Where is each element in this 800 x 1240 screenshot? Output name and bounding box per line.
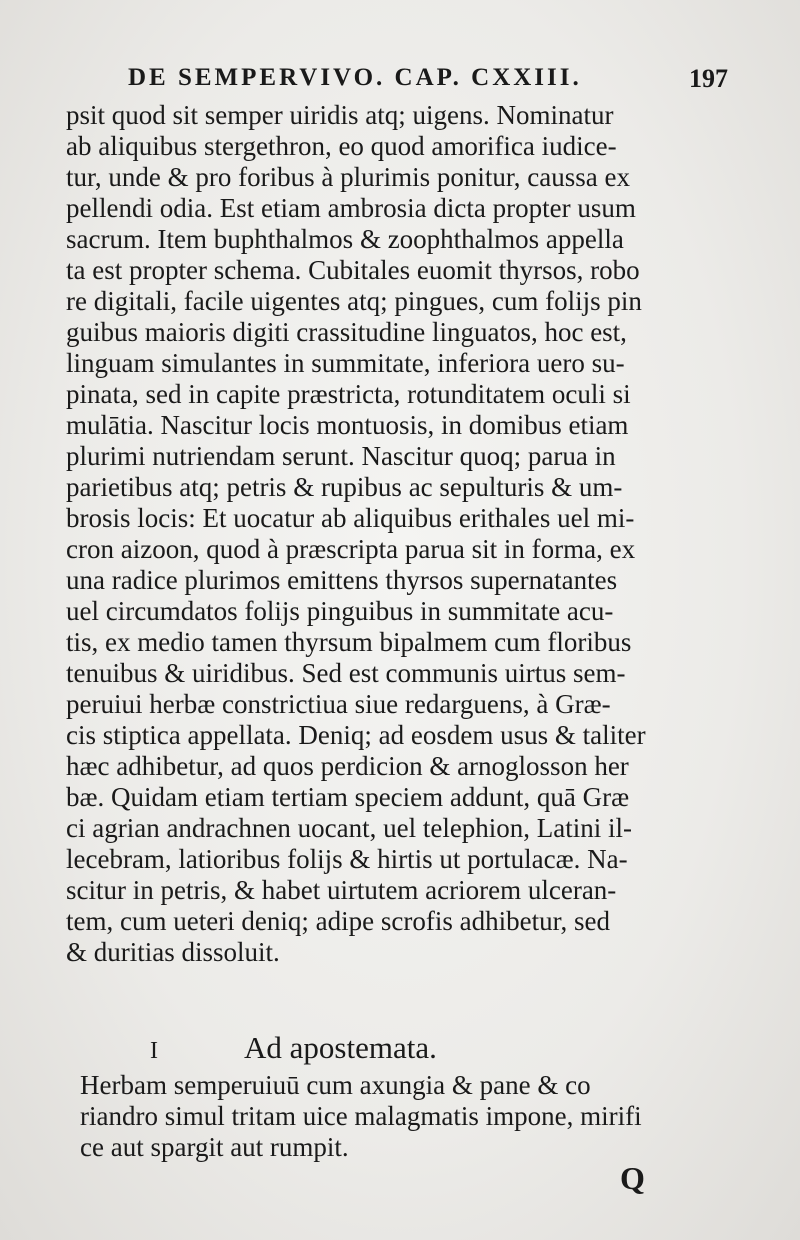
text-line: una radice plurimos emittens thyrsos supernatantes xyxy=(66,565,618,595)
text-line: ab aliquibus stergethron, eo quod amorifica iudice- xyxy=(66,131,617,161)
text-line: peruiui herbæ constrictiua siue redarguens, à Græ- xyxy=(66,689,611,719)
rubric-title: Ad apostemata. xyxy=(244,1030,437,1065)
text-line: linguam simulantes in summitate, inferiora uero su- xyxy=(66,348,625,378)
text-line: pellendi odia. Est etiam ambrosia dicta propter usum xyxy=(66,193,636,223)
text-line: uel circumdatos folijs pinguibus in summitate acu- xyxy=(66,596,614,626)
text-line: tenuibus & uiridibus. Sed est communis uirtus sem- xyxy=(66,658,626,688)
page-header xyxy=(128,64,740,104)
text-line: re digitali, facile uigentes atq; pingues, cum folijs pin xyxy=(66,286,642,316)
text-line: psit quod sit semper uiridis atq; uigens. Nominatur xyxy=(66,100,614,130)
text-line: bæ. Quidam etiam tertiam speciem addunt, quā Græ xyxy=(66,782,630,812)
bleed-through-shadow xyxy=(590,1000,603,1032)
text-line: Herbam semperuiuū cum axungia & pane & co xyxy=(80,1070,591,1100)
page-number: 197 xyxy=(689,64,728,93)
text-line: parietibus atq; petris & rupibus ac sepulturis & um- xyxy=(66,472,623,502)
text-line: tis, ex medio tamen thyrsum bipalmem cum floribus xyxy=(66,627,632,657)
text-line: plurimi nutriendam serunt. Nascitur quoq; parua in xyxy=(66,441,616,471)
text-line: lecebram, latioribus folijs & hirtis ut portulacæ. Na- xyxy=(66,844,628,874)
text-line: cron aizoon, quod à præscripta parua sit in forma, ex xyxy=(66,534,636,564)
text-line: tur, unde & pro foribus à plurimis ponitur, caussa ex xyxy=(66,162,630,192)
text-line: cis stiptica appellata. Deniq; ad eosdem usus & taliter xyxy=(66,720,646,750)
text-line: & duritias dissoluit. xyxy=(66,937,280,967)
rubric-number: I xyxy=(150,1038,158,1064)
text-line: brosis locis: Et uocatur ab aliquibus erithales uel mi- xyxy=(66,503,635,533)
text-line: guibus maioris digiti crassitudine linguatos, hoc est, xyxy=(66,317,627,347)
text-line: riandro simul tritam uice malagmatis impone, mirifi xyxy=(80,1101,642,1131)
text-line: hæc adhibetur, ad quos perdicion & arnoglosson her xyxy=(66,751,629,781)
catchword: Q xyxy=(620,1160,645,1196)
main-text-block xyxy=(66,100,726,968)
text-line: ta est propter schema. Cubitales euomit thyrsos, robo xyxy=(66,255,640,285)
text-line: ci agrian andrachnen uocant, uel telephion, Latini il- xyxy=(66,813,633,843)
recipe-text-block xyxy=(80,1070,730,1163)
text-line: ce aut spargit aut rumpit. xyxy=(80,1132,349,1162)
text-line: mulātia. Nascitur locis montuosis, in domibus etiam xyxy=(66,410,629,440)
text-line: pinata, sed in capite præstricta, rotunditatem oculi si xyxy=(66,379,631,409)
running-head: DE SEMPERVIVO. CAP. CXXIII. xyxy=(128,64,582,91)
text-line: tem, cum ueteri deniq; adipe scrofis adhibetur, sed xyxy=(66,906,610,936)
text-line: scitur in petris, & habet uirtutem acriorem ulceran- xyxy=(66,875,617,905)
text-line: sacrum. Item buphthalmos & zoophthalmos appella xyxy=(66,224,624,254)
rubric-heading xyxy=(150,1030,437,1066)
